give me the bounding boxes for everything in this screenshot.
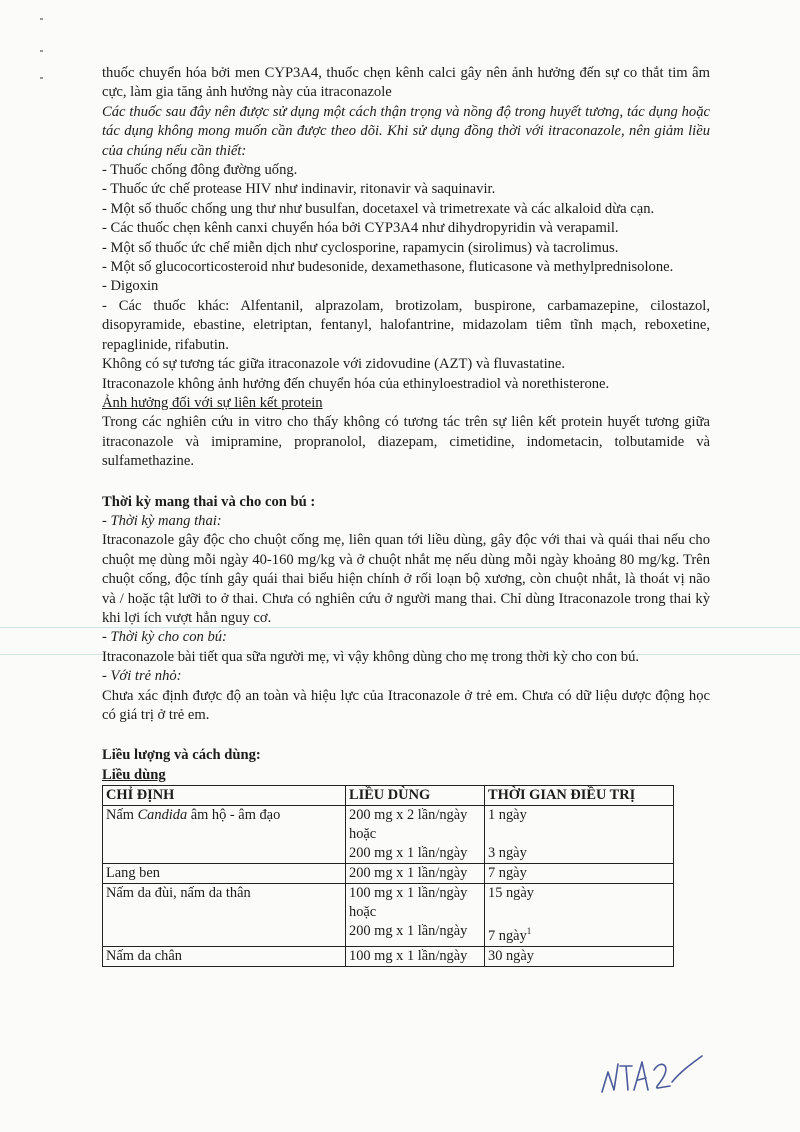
list-item: - Một số thuốc chống ung thư như busulfan, docetaxel và trimetrexate và các alkaloid dừa cạn.	[102, 200, 655, 217]
scan-mark	[40, 77, 43, 79]
dose-cell: 100 mg x 1 lần/ngày	[346, 947, 485, 967]
pregnancy-heading: Thời kỳ mang thai và cho con bú :	[102, 493, 316, 510]
duration-cell: 15 ngày 7 ngày$^1$	[485, 884, 674, 947]
caution-paragraph: Các thuốc sau đây nên được sử dụng một cách thận trọng và nồng độ trong huyết tương, tác dụng hoặc tác dụng không mong muốn cần được theo dõi. Khi sử dụng đồng thời với itraconazole, nên giảm liều của chúng nếu cần thiết:	[102, 103, 710, 159]
pregnancy-subheading: - Thời kỳ mang thai:	[102, 512, 222, 529]
table-row	[103, 947, 674, 967]
interactions-section	[102, 64, 710, 472]
text-paragraph: Không có sự tương tác giữa itraconazole với zidovudine (AZT) và fluvastatine.	[102, 356, 566, 373]
table-row	[103, 806, 674, 864]
list-item: - Thuốc chống đông đường uống.	[102, 162, 298, 179]
list-item: - Thuốc ức chế protease HIV như indinavir, ritonavir và saquinavir.	[102, 181, 496, 198]
column-header: LIỀU DÙNG	[346, 786, 485, 806]
breastfeeding-text: Itraconazole bài tiết qua sữa người mẹ, vì vậy không dùng cho mẹ trong thời kỳ cho con bú.	[102, 648, 640, 665]
children-text: Chưa xác định được độ an toàn và hiệu lực của Itraconazole ở trẻ em. Chưa có dữ liệu dược động học có giá trị ở trẻ em.	[102, 687, 710, 723]
scan-mark	[40, 18, 43, 20]
handwritten-signature	[598, 1052, 708, 1102]
text-paragraph: thuốc chuyển hóa bởi men CYP3A4, thuốc chẹn kênh calci gây nên ảnh hưởng đến sự co thắt tim âm cực, làm gia tăng ảnh hưởng này của itraconazole	[102, 65, 710, 101]
table-row	[103, 864, 674, 884]
breastfeeding-subheading: - Thời kỳ cho con bú:	[102, 629, 227, 646]
list-item: - Một số glucocorticosteroid như budesonide, dexamethasone, fluticasone và methylprednisolone.	[102, 259, 674, 276]
duration-cell: 7 ngày	[485, 864, 674, 884]
indication-cell: Nấm da chân	[103, 947, 346, 967]
duration-cell: 30 ngày	[485, 947, 674, 967]
dosage-table	[102, 785, 674, 967]
column-header: CHỈ ĐỊNH	[103, 786, 346, 806]
pregnancy-text: Itraconazole gây độc cho chuột cống mẹ, liên quan tới liều dùng, gây độc với thai và quái thai nếu cho chuột mẹ dùng mỗi ngày 40-160 mg/kg và ở chuột nhắt mẹ nếu dùng mỗi ngày khoảng 80 mg/kg. Trên chuột cống, độc tính gây quái thai biểu hiện chính ở rối loạn bộ xương, còn chuột nhắt, là thoát vị não và / hoặc tật lưỡi to ở thai. Chưa có nghiên cứu ở người mang thai. Chỉ dùng Itraconazole trong thai kỳ khi lợi ích vượt hẳn nguy cơ.	[102, 532, 710, 626]
children-subheading: - Với trẻ nhỏ:	[102, 668, 182, 685]
column-header: THỜI GIAN ĐIỀU TRỊ	[485, 786, 674, 806]
duration-cell: 1 ngày 3 ngày	[485, 806, 674, 864]
list-item: - Một số thuốc ức chế miễn dịch như cyclosporine, rapamycin (sirolimus) và tacrolimus.	[102, 239, 619, 256]
dosage-heading: Liều lượng và cách dùng:	[102, 747, 261, 764]
text-paragraph: Trong các nghiên cứu in vitro cho thấy không có tương tác trên sự liên kết protein huyết tương giữa itraconazole và imipramine, propranolol, diazepam, cimetidine, indometacin, tolbutamide và sulfamethazine.	[102, 414, 710, 470]
table-row	[103, 884, 674, 947]
indication-cell: Lang ben	[103, 864, 346, 884]
list-item: - Các thuốc chẹn kênh canxi chuyển hóa bởi CYP3A4 như dihydropyridin và verapamil.	[102, 220, 619, 237]
scan-mark	[40, 50, 43, 52]
list-item: - Digoxin	[102, 278, 159, 295]
list-item: - Các thuốc khác: Alfentanil, alprazolam, brotizolam, buspirone, carbamazepine, cilostazol, disopyramide, ebastine, eletriptan, fentanyl, halofantrine, midazolam tiêm tĩnh mạch, reboxetine, repaglinide, rifabutin.	[102, 297, 710, 353]
table-header-row	[103, 786, 674, 806]
dosage-subheading: Liều dùng	[102, 766, 166, 783]
document-page	[102, 64, 710, 967]
footnote-marker: 1	[526, 926, 532, 937]
indication-cell: Nấm da đùi, nấm da thân	[103, 884, 346, 947]
protein-binding-heading: Ảnh hưởng đối với sự liên kết protein	[102, 394, 323, 411]
dosage-section	[102, 746, 710, 967]
pregnancy-section	[102, 493, 710, 726]
text-paragraph: Itraconazole không ảnh hưởng đến chuyển hóa của ethinyloestradiol và norethisterone.	[102, 375, 610, 392]
dose-cell: 100 mg x 1 lần/ngày hoặc 200 mg x 1 lần/ngày	[346, 884, 485, 947]
dose-cell: 200 mg x 2 lần/ngày hoặc 200 mg x 1 lần/ngày	[346, 806, 485, 864]
indication-cell: Nấm Candida âm hộ - âm đạo	[103, 806, 346, 864]
dose-cell: 200 mg x 1 lần/ngày	[346, 864, 485, 884]
